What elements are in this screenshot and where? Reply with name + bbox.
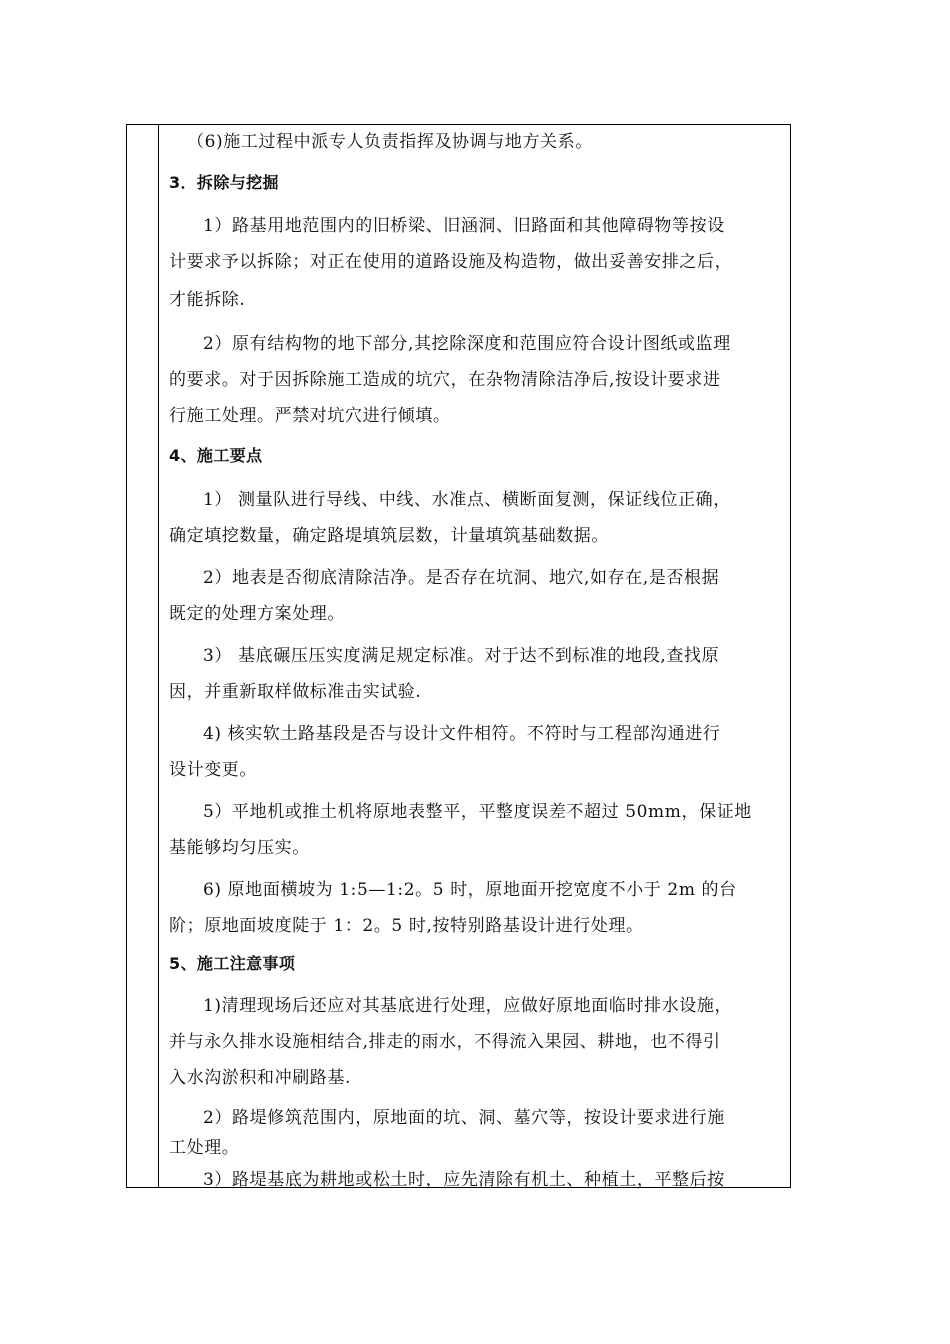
paragraph-line: 1）路基用地范围内的旧桥梁、旧涵洞、旧路面和其他障碍物等按设 bbox=[203, 216, 725, 236]
paragraph-line: 工处理。 bbox=[169, 1138, 240, 1158]
paragraph-line: 5）平地机或推土机将原地表整平，平整度误差不超过 50mm，保证地 bbox=[203, 802, 752, 822]
paragraph-line: 3） 基底碾压压实度满足规定标准。对于达不到标准的地段,查找原 bbox=[203, 646, 720, 666]
paragraph-line: 入水沟淤积和冲刷路基. bbox=[169, 1068, 352, 1088]
paragraph-line: 1)清理现场后还应对其基底进行处理，应做好原地面临时排水设施， bbox=[203, 996, 733, 1016]
paragraph-line: 因，并重新取样做标准击实试验. bbox=[169, 682, 422, 702]
paragraph-line: 既定的处理方案处理。 bbox=[169, 604, 345, 624]
paragraph-line: 才能拆除. bbox=[169, 290, 246, 310]
paragraph-line: 6) 原地面横坡为 1:5—1:2。5 时，原地面开挖宽度不小于 2m 的台 bbox=[203, 880, 737, 900]
paragraph-line: 计要求予以拆除；对正在使用的道路设施及构造物，做出妥善安排之后， bbox=[169, 252, 733, 272]
section-heading: 5、施工注意事项 bbox=[169, 954, 296, 973]
content-table bbox=[126, 124, 791, 1188]
paragraph-line: 3）路堤基底为耕地或松土时，应先清除有机土、种植土，平整后按 bbox=[203, 1170, 725, 1190]
paragraph-line: 确定填挖数量，确定路堤填筑层数，计量填筑基础数据。 bbox=[169, 526, 609, 546]
paragraph-line: 行施工处理。严禁对坑穴进行倾填。 bbox=[169, 406, 451, 426]
section-heading: 4、施工要点 bbox=[169, 446, 263, 465]
paragraph-line: 的要求。对于因拆除施工造成的坑穴，在杂物清除洁净后,按设计要求进 bbox=[169, 370, 721, 390]
paragraph-line: （6)施工过程中派专人负责指挥及协调与地方关系。 bbox=[187, 132, 593, 152]
paragraph-line: 阶；原地面坡度陡于 1：2。5 时,按特别路基设计进行处理。 bbox=[169, 916, 644, 936]
paragraph-line: 并与永久排水设施相结合,排走的雨水，不得流入果园、耕地，也不得引 bbox=[169, 1032, 721, 1052]
paragraph-line: 2）路堤修筑范围内，原地面的坑、洞、墓穴等，按设计要求进行施 bbox=[203, 1108, 725, 1128]
paragraph-line: 2）原有结构物的地下部分,其挖除深度和范围应符合设计图纸或监理 bbox=[203, 334, 731, 354]
paragraph-line: 设计变更。 bbox=[169, 760, 257, 780]
section-heading: 3．拆除与挖掘 bbox=[169, 173, 279, 192]
paragraph-line: 2）地表是否彻底清除洁净。是否存在坑洞、地穴,如存在,是否根据 bbox=[203, 568, 720, 588]
paragraph-line: 4) 核实软土路基段是否与设计文件相符。不符时与工程部沟通进行 bbox=[203, 724, 721, 744]
paragraph-line: 1） 测量队进行导线、中线、水准点、横断面复测，保证线位正确， bbox=[203, 490, 731, 510]
paragraph-line: 基能够均匀压实。 bbox=[169, 838, 310, 858]
table-left-column bbox=[127, 125, 159, 1187]
